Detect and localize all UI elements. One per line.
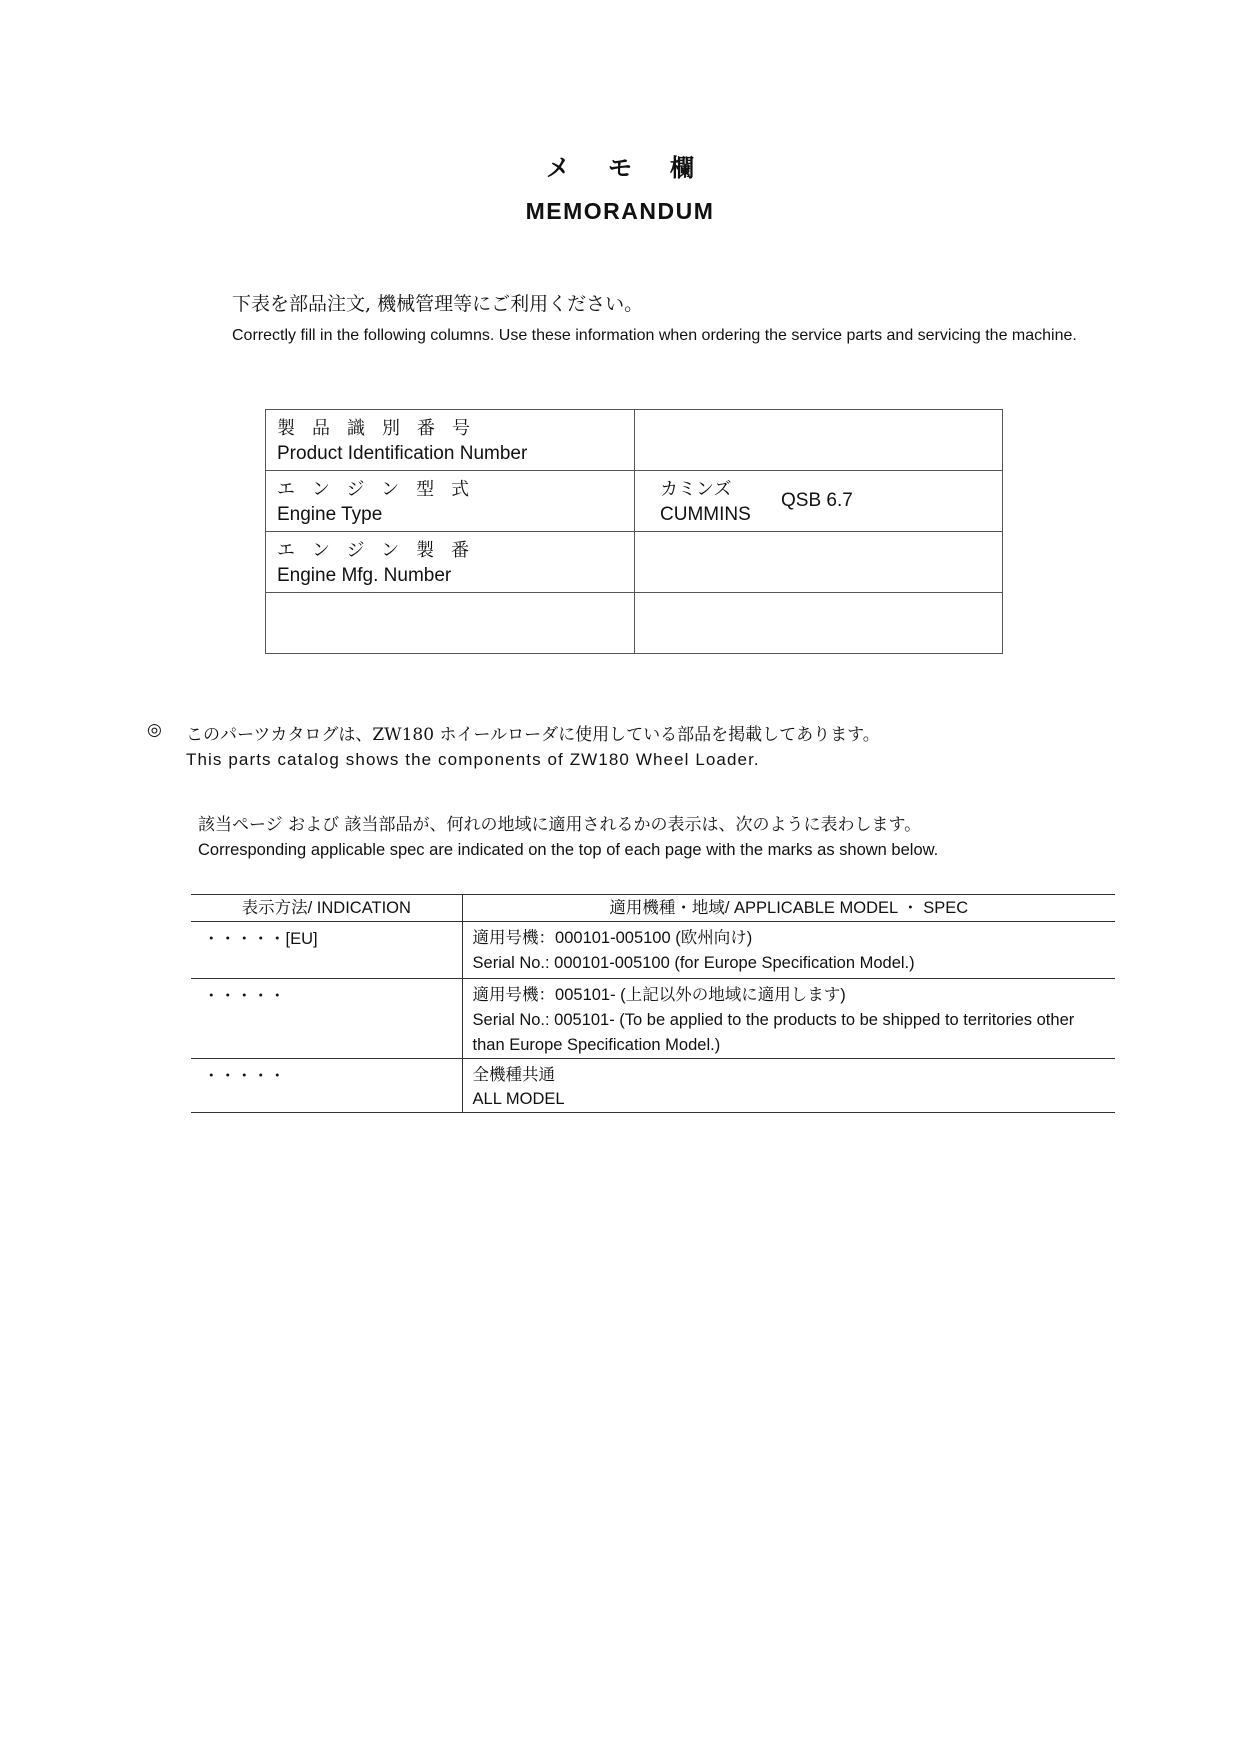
engine-mfg-value-field[interactable] xyxy=(635,532,1003,593)
memo-label-cell xyxy=(266,410,635,471)
product-id-label-en: Product Identification Number xyxy=(277,443,528,464)
corresponding-note-jp: 該当ページ および 該当部品が、何れの地域に適用されるかの表示は、次のように表わします。 xyxy=(198,815,922,835)
corresponding-note-en: Corresponding applicable spec are indicated on the top of each page with the marks as shown below. xyxy=(198,841,939,859)
page-title-jp: メモ欄 xyxy=(546,155,732,182)
memo-label-cell xyxy=(266,532,635,593)
engine-maker-jp: カミンズ xyxy=(660,479,732,500)
table-row xyxy=(191,922,1115,979)
blank-value-field[interactable] xyxy=(635,593,1003,654)
double-circle-icon: ◎ xyxy=(147,720,162,739)
applicable-header: 適用機種・地域/ APPLICABLE MODEL ・ SPEC xyxy=(462,895,1115,922)
applicable-cell: 適用号機：005101- (上記以外の地域に適用します) Serial No.: 005101- (To be applied to the products to be shipped to territories other than Europe Specification Model.) xyxy=(462,979,1115,1059)
engine-model: QSB 6.7 xyxy=(781,490,853,511)
product-id-label-jp: 製品識別番号 xyxy=(277,418,487,439)
intro-text-en: Correctly fill in the following columns. Use these information when ordering the service parts and servicing the machine. xyxy=(232,327,1077,344)
indication-cell: ・・・・・ xyxy=(191,979,462,1059)
indication-cell: ・・・・・[EU] xyxy=(191,922,462,979)
table-header-row xyxy=(191,895,1115,922)
table-row xyxy=(266,410,1003,471)
table-row xyxy=(266,471,1003,532)
blank-label-field[interactable] xyxy=(266,593,635,654)
memo-table xyxy=(265,409,1003,654)
indication-cell: ・・・・・ xyxy=(191,1059,462,1113)
table-row xyxy=(266,593,1003,654)
spec-table xyxy=(191,894,1115,1113)
memo-label-cell xyxy=(266,471,635,532)
engine-type-label-jp: エンジン型式 xyxy=(277,479,487,500)
table-row xyxy=(266,532,1003,593)
product-id-value-field[interactable] xyxy=(635,410,1003,471)
engine-maker-en: CUMMINS xyxy=(660,504,751,525)
applicable-cell: 全機種共通 ALL MODEL xyxy=(462,1059,1115,1113)
catalog-note-jp: このパーツカタログは、ZW180 ホイールローダに使用している部品を掲載してあります。 xyxy=(186,725,880,745)
engine-type-value-cell xyxy=(635,471,1003,532)
catalog-note-en: This parts catalog shows the components of ZW180 Wheel Loader. xyxy=(186,750,760,769)
indication-header: 表示方法/ INDICATION xyxy=(191,895,462,922)
engine-mfg-label-jp: エンジン製番 xyxy=(277,540,487,561)
engine-type-label-en: Engine Type xyxy=(277,504,383,525)
applicable-cell: 適用号機：000101-005100 (欧州向け) Serial No.: 000101-005100 (for Europe Specification Model.) xyxy=(462,922,1115,979)
engine-mfg-label-en: Engine Mfg. Number xyxy=(277,565,452,586)
intro-text-jp: 下表を部品注文, 機械管理等にご利用ください。 xyxy=(232,293,644,315)
page-title-en: MEMORANDUM xyxy=(525,198,715,224)
table-row xyxy=(191,1059,1115,1113)
table-row xyxy=(191,979,1115,1059)
